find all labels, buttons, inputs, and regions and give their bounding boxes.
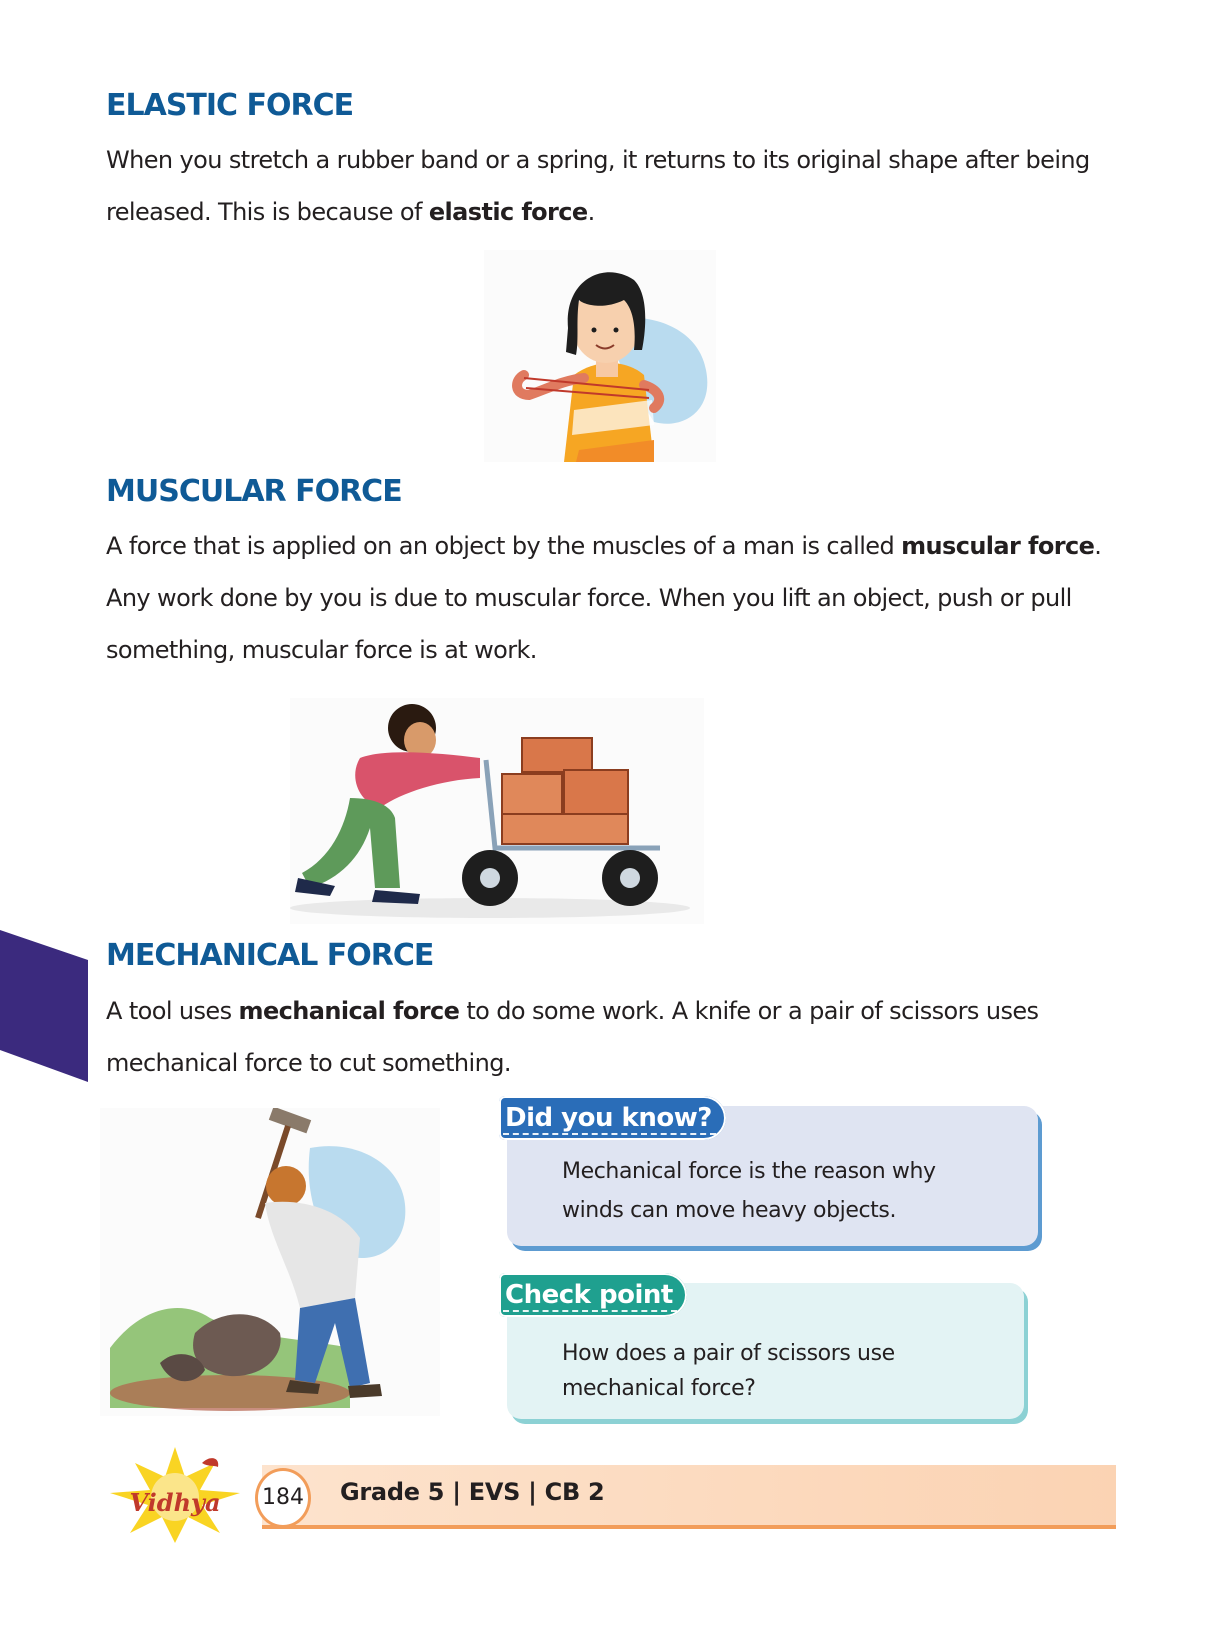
paragraph-elastic-force	[106, 134, 1106, 238]
boy-pushing-trolley-illustration	[290, 698, 704, 924]
paragraph-text: When you stretch a rubber band or a spring, it returns to its original shape after being released. This is because of	[106, 146, 1090, 226]
check-point-line-2: mechanical force?	[562, 1376, 756, 1401]
paragraph-text: to do some work. A knife or a pair of scissors uses mechanical force to cut something.	[106, 997, 1039, 1077]
heading-mechanical-force: MECHANICAL FORCE	[106, 938, 434, 973]
check-point-line-1: How does a pair of scissors use	[562, 1341, 895, 1366]
logo-text: Vidhya	[129, 1488, 221, 1517]
side-tab-marker	[0, 930, 88, 1082]
keyword-muscular-force: muscular force	[901, 532, 1095, 560]
man-breaking-rock-with-hammer-illustration	[100, 1108, 440, 1416]
page-number: 184	[255, 1468, 311, 1528]
heading-muscular-force: MUSCULAR FORCE	[106, 474, 402, 509]
keyword-elastic-force: elastic force	[428, 198, 588, 226]
did-you-know-tag: Did you know?	[499, 1096, 726, 1140]
footer-text: Grade 5 | EVS | CB 2	[340, 1478, 605, 1506]
heading-elastic-force: ELASTIC FORCE	[106, 88, 354, 123]
girl-stretching-rubber-band-illustration	[484, 250, 716, 462]
did-you-know-line-2: winds can move heavy objects.	[562, 1198, 897, 1223]
paragraph-text: .	[587, 198, 595, 226]
paragraph-muscular-force	[106, 520, 1106, 676]
paragraph-text: . Any work done by you is due to muscular force. When you lift an object, push or pull something, muscular force is at work.	[106, 532, 1102, 664]
check-point-tag: Check point	[499, 1273, 687, 1317]
keyword-mechanical-force: mechanical force	[238, 997, 460, 1025]
paragraph-text: A force that is applied on an object by the muscles of a man is called	[106, 532, 902, 560]
paragraph-text: A tool uses	[106, 997, 239, 1025]
vidhya-logo	[90, 1445, 260, 1545]
did-you-know-line-1: Mechanical force is the reason why	[562, 1159, 936, 1184]
paragraph-mechanical-force	[106, 985, 1106, 1089]
